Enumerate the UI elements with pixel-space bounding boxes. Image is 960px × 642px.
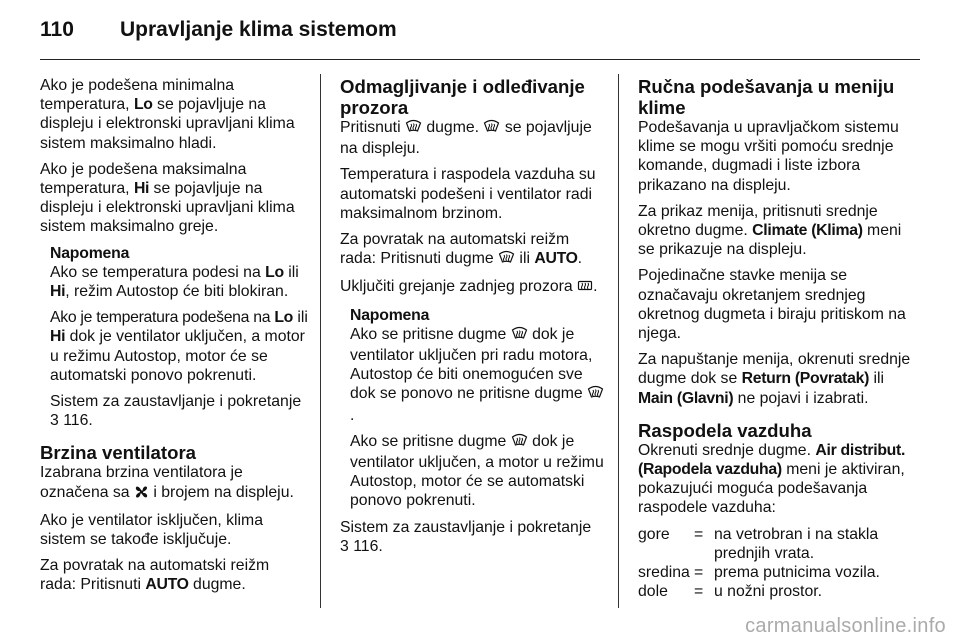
definition-list bbox=[638, 525, 918, 602]
paragraph: Pritisnuti dugme. se pojavljuje na displeju. bbox=[340, 119, 592, 158]
paragraph: Za povratak na automatski reižm rada: Pritisnuti AUTO dugme. bbox=[40, 557, 270, 594]
definition-term: sredina bbox=[638, 564, 690, 582]
definition-equals: = bbox=[694, 583, 704, 601]
paragraph: Za povratak na automatski reižm rada: Pritisnuti dugme ili AUTO. bbox=[340, 230, 608, 270]
paragraph: Za napuštanje menija, okrenuti srednje dugme dok se Return (Povratak) ili Main (Glavni) ne pojavi i izabrati. bbox=[638, 351, 911, 407]
section-heading: Odmagljivanje i odleđivanje prozora bbox=[340, 76, 585, 118]
ref-arrow-icon: 3 bbox=[50, 412, 59, 430]
definition-description: na vetrobran i na stakla prednjih vrata. bbox=[714, 525, 879, 562]
windshield-defrost-icon bbox=[511, 326, 528, 346]
rear-window-heat-icon bbox=[577, 279, 593, 298]
paragraph: Ako je podešena minimalna temperatura, Lo se pojavljuje na displeju i elektronski upravljani klima sistem maksimalno hladi. bbox=[40, 77, 295, 152]
watermark: carmanualsonline.info bbox=[745, 615, 946, 637]
paragraph: Sistem za zaustavljanje i pokretanje 3 116. bbox=[340, 518, 592, 555]
page-reference[interactable]: 3 116. bbox=[50, 412, 93, 430]
section-heading: Ručna podešavanja u meniju klime bbox=[638, 76, 895, 118]
windshield-defrost-icon bbox=[405, 119, 422, 139]
definition-equals: = bbox=[694, 525, 704, 543]
column-divider bbox=[320, 74, 321, 608]
column-1 bbox=[40, 76, 308, 602]
paragraph: Uključiti grejanje zadnjeg prozora . bbox=[340, 277, 608, 298]
column-3 bbox=[638, 76, 918, 601]
page-title: Upravljanje klima sistemom bbox=[120, 18, 397, 41]
header-rule bbox=[40, 59, 920, 60]
windshield-defrost-icon bbox=[483, 119, 500, 139]
definition-term: gore bbox=[638, 525, 670, 543]
note-paragraph: Sistem za zaustavljanje i pokretanje 3 116. bbox=[50, 393, 302, 430]
paragraph: Izabrana brzina ventilatora je označena sa i brojem na displeju. bbox=[40, 463, 308, 503]
note-paragraph: Ako se pritisne dugme dok je ventilator uključen pri radu motora, Autostop će biti onemogućen sve dok se ponovo ne pritisne dugme . bbox=[350, 325, 608, 425]
note-paragraph: Ako je temperatura podešena na Lo ili Hi dok je ventilator uključen, a motor u režimu Autostop, motor će se automatski ponovo pokrenuti. bbox=[50, 309, 308, 384]
definition-row bbox=[638, 525, 918, 563]
windshield-defrost-icon bbox=[587, 385, 604, 405]
definition-description: prema putnicima vozila. bbox=[714, 564, 880, 582]
definition-term: dole bbox=[638, 583, 668, 601]
note-block bbox=[50, 244, 308, 431]
paragraph: Ako je ventilator isključen, klima sistem se takođe isključuje. bbox=[40, 511, 263, 549]
definition-row bbox=[638, 582, 918, 601]
paragraph: Ako je podešena maksimalna temperatura, Hi se pojavljuje na displeju i elektronski upravljani klima sistem maksimalno greje. bbox=[40, 160, 295, 236]
page-number: 110 bbox=[40, 18, 74, 41]
section-heading: Brzina ventilatora bbox=[40, 442, 197, 464]
windshield-defrost-icon bbox=[511, 433, 528, 453]
page-reference[interactable]: 3 116. bbox=[340, 537, 383, 555]
column-2 bbox=[340, 76, 608, 563]
note-title: Napomena bbox=[350, 306, 430, 324]
ref-arrow-icon: 3 bbox=[340, 537, 349, 555]
column-divider bbox=[618, 74, 619, 608]
note-paragraph: Ako se temperatura podesi na Lo ili Hi, režim Autostop će biti blokiran. bbox=[50, 263, 299, 301]
note-paragraph: Ako se pritisne dugme dok je ventilator uključen, a motor u režimu Autostop, motor će se automatski ponovo pokrenuti. bbox=[350, 432, 604, 510]
paragraph: Pojedinačne stavke menija se označavaju okretanjem srednjeg okretnog dugmeta i biraju pritiskom na njega. bbox=[638, 267, 906, 343]
paragraph: Temperatura i raspodela vazduha su automatski podešeni i ventilator radi maksimalnom brzinom. bbox=[340, 166, 596, 222]
paragraph: Za prikaz menija, pritisnuti srednje okretno dugme. Climate (Klima) meni se prikazuje na displeju. bbox=[638, 202, 902, 259]
page-header bbox=[40, 18, 920, 58]
definition-row bbox=[638, 563, 918, 582]
definition-description: u nožni prostor. bbox=[714, 583, 823, 601]
definition-equals: = bbox=[694, 564, 704, 582]
note-block bbox=[350, 306, 608, 511]
paragraph: Okrenuti srednje dugme. Air distribut. (Rapodela vazduha) meni je aktiviran, pokazujući moguća podešavanja raspodele vazduha: bbox=[638, 441, 906, 517]
paragraph: Podešavanja u upravljačkom sistemu klime se mogu vršiti pomoću srednje komande, dugmadi i liste izbora prikazano na displeju. bbox=[638, 119, 899, 194]
fan-icon bbox=[134, 485, 149, 504]
section-heading: Raspodela vazduha bbox=[638, 419, 812, 441]
windshield-defrost-icon bbox=[498, 250, 515, 270]
note-title: Napomena bbox=[50, 244, 130, 262]
